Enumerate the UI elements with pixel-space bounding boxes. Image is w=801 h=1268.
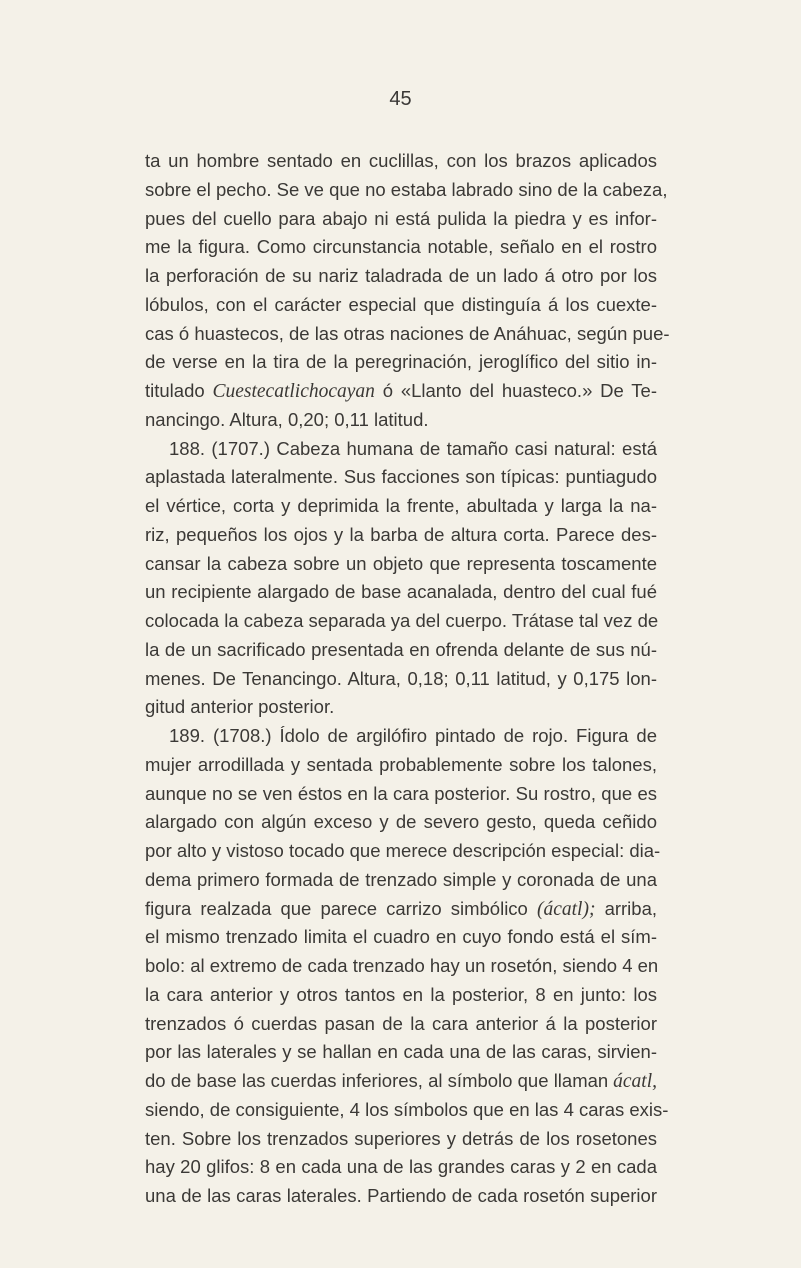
text-segment: trenzados ó cuerdas pasan de la cara anterior á la posterior [145, 1012, 657, 1034]
text-line [145, 463, 657, 492]
text-segment: 188. (1707.) Cabeza humana de tamaño casi natural: está [169, 437, 657, 459]
text-line [145, 233, 657, 262]
text-segment: me la figura. Como circunstancia notable, señalo en el rostro [145, 236, 657, 258]
text-line [145, 435, 657, 464]
text-segment: do de base las cuerdas inferiores, al símbolo que llaman [145, 1070, 609, 1091]
text-segment: la perforación de su nariz taladrada de un lado á otro por los [145, 265, 657, 286]
text-line [145, 1010, 657, 1039]
text-line [145, 693, 657, 722]
text-line [145, 1096, 669, 1125]
text-line [145, 1067, 657, 1096]
text-line [145, 636, 657, 665]
text-segment: lóbulos, con el carácter especial que distinguía á los cuexte- [145, 293, 657, 315]
text-segment: nancingo. Altura, 0,20; 0,11 latitud. [145, 408, 429, 430]
text-segment: titulado [145, 380, 213, 401]
text-line [145, 291, 657, 320]
text-line [145, 808, 657, 837]
italic-term: Cuestecatlichocayan [212, 381, 375, 402]
text-segment: figura realzada que parece carrizo simbólico [145, 897, 537, 919]
text-line [145, 262, 657, 291]
text-line [145, 320, 670, 349]
text-segment: de verse en la tira de la peregrinación, jeroglífico del sitio in- [145, 351, 657, 373]
text-segment: menes. De Tenancingo. Altura, 0,18; 0,11 latitud, y 0,175 lon- [145, 667, 657, 689]
text-segment: ta un hombre sentado en cuclillas, con los brazos aplicados [145, 150, 657, 171]
text-line [145, 665, 657, 694]
text-segment: ó «Llanto del huasteco.» De Te- [374, 380, 657, 401]
text-line [145, 550, 657, 579]
text-line [145, 952, 657, 981]
text-line [145, 1038, 657, 1067]
text-segment: la de un sacrificado presentada en ofrenda delante de sus nú- [145, 638, 657, 660]
body-text [145, 147, 670, 1211]
text-segment: por alto y vistoso tocado que merece descripción especial: dia- [145, 840, 661, 861]
text-segment: el mismo trenzado limita el cuadro en cuyo fondo está el sím- [145, 926, 657, 948]
text-segment: cas ó huastecos, de las otras naciones de Anáhuac, según pue- [145, 322, 670, 344]
text-segment: una de las caras laterales. Partiendo de cada rosetón superior [145, 1185, 657, 1206]
text-segment: pues del cuello para abajo ni está pulida la piedra y es infor- [145, 207, 657, 229]
text-segment: un recipiente alargado de base acanalada, dentro del cual fué [145, 581, 657, 603]
text-line [145, 722, 657, 751]
text-segment: siendo, de consiguiente, 4 los símbolos que en las 4 caras exis- [145, 1098, 669, 1120]
text-line [145, 866, 657, 895]
text-line [145, 348, 657, 377]
text-line [145, 147, 657, 176]
text-segment: gitud anterior posterior. [145, 696, 335, 718]
text-segment: alargado con algún exceso y de severo gesto, queda ceñido [145, 811, 657, 833]
text-line [145, 751, 657, 780]
text-line [145, 406, 657, 435]
text-segment: aunque no se ven éstos en la cara posterior. Su rostro, que es [145, 782, 657, 804]
text-line [145, 1125, 657, 1154]
text-segment: arriba, [595, 897, 658, 919]
text-line [145, 895, 657, 924]
text-line [145, 492, 657, 521]
text-line [145, 377, 657, 406]
text-line [145, 981, 657, 1010]
text-segment: 189. (1708.) Ídolo de argilófiro pintado de rojo. Figura de [169, 725, 657, 746]
text-segment: hay 20 glifos: 8 en cada una de las grandes caras y 2 en cada [145, 1156, 657, 1178]
text-segment: riz, pequeños los ojos y la barba de altura corta. Parece des- [145, 523, 657, 545]
text-line [145, 780, 657, 809]
text-segment: mujer arrodillada y sentada probablemente sobre los talones, [145, 753, 657, 775]
text-line [145, 176, 668, 205]
text-segment: cansar la cabeza sobre un objeto que representa toscamente [145, 552, 657, 574]
text-line [145, 607, 657, 636]
text-segment: ten. Sobre los trenzados superiores y detrás de los rosetones [145, 1127, 657, 1149]
text-line [145, 521, 657, 550]
text-segment: dema primero formada de trenzado simple y coronada de una [145, 868, 657, 890]
text-line [145, 923, 657, 952]
italic-term: (ácatl); [536, 898, 596, 920]
text-line [145, 837, 661, 866]
text-segment: colocada la cabeza separada ya del cuerpo. Trátase tal vez de [145, 610, 659, 631]
text-line [145, 205, 657, 234]
text-segment: bolo: al extremo de cada trenzado hay un rosetón, siendo 4 en [145, 955, 659, 976]
text-line [145, 1153, 657, 1182]
text-segment: la cara anterior y otros tantos en la posterior, 8 en junto: los [145, 983, 657, 1005]
text-segment: aplastada lateralmente. Sus facciones son típicas: puntiagudo [145, 466, 657, 488]
text-segment: por las laterales y se hallan en cada una de las caras, sirvien- [145, 1041, 657, 1063]
italic-term: ácatl, [608, 1071, 657, 1092]
text-segment: sobre el pecho. Se ve que no estaba labrado sino de la cabeza, [145, 178, 668, 200]
page-number: 45 [389, 88, 412, 110]
text-segment: el vértice, corta y deprimida la frente, abultada y larga la na- [145, 495, 657, 516]
text-line [145, 578, 657, 607]
text-line [145, 1182, 657, 1211]
